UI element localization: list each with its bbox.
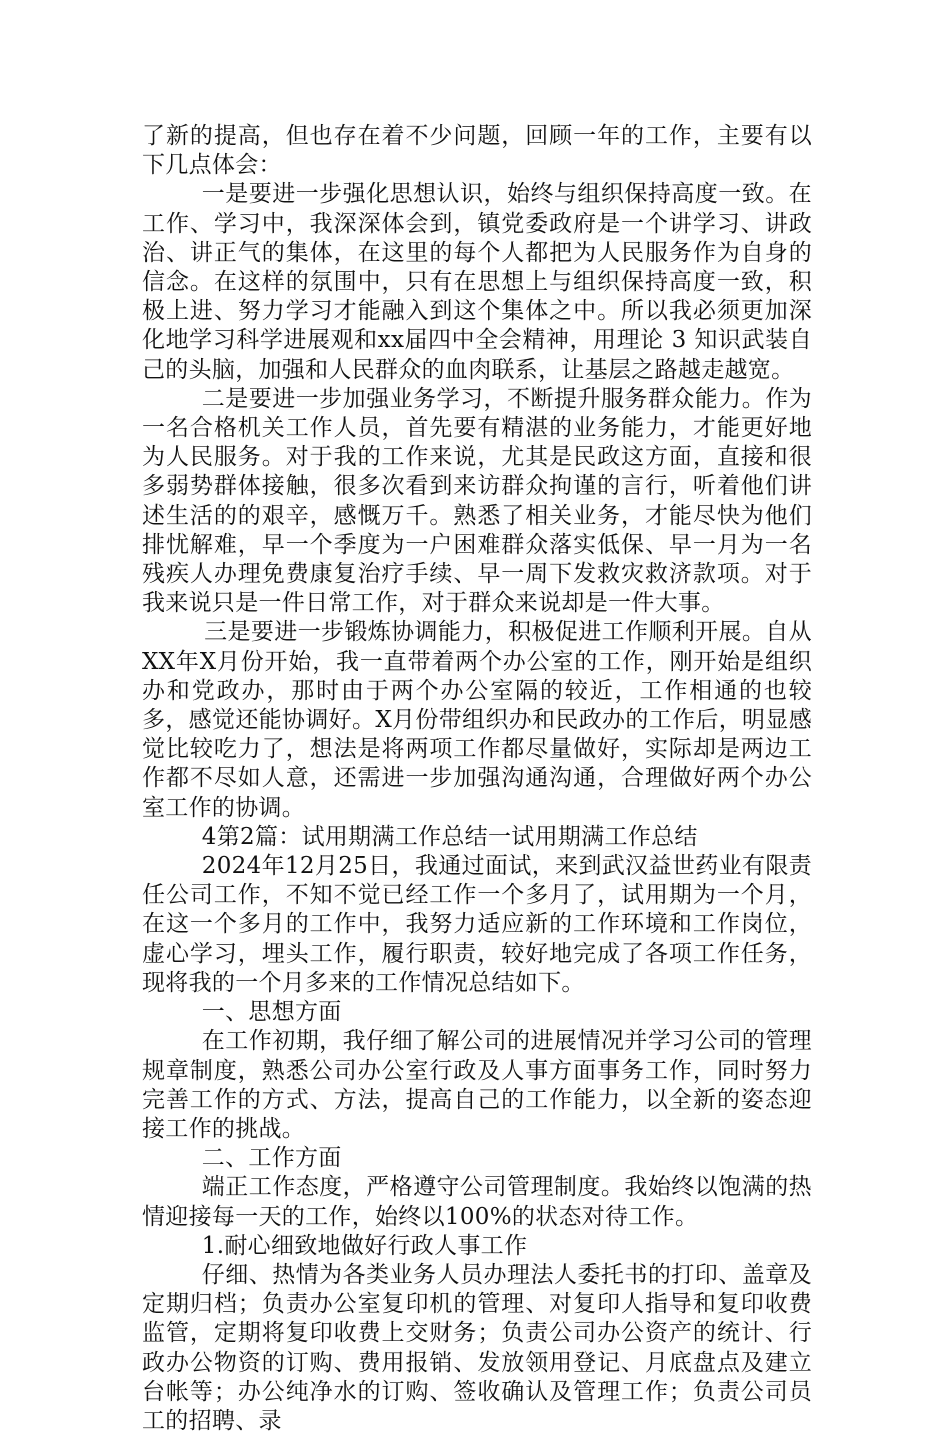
paragraph-intro-continuation: 了新的提高，但也存在着不少问题，回顾一年的工作，主要有以下几点体会：: [142, 123, 812, 179]
subheading-work: 二、工作方面: [201, 1145, 342, 1172]
paragraph-work-attitude: 端正工作态度，严格遵守公司管理制度。我始终以饱满的热情迎接每一天的工作，始终以100%的状态对待工作。: [142, 1174, 812, 1230]
subheading-admin-hr: 1.耐心细致地做好行政人事工作: [201, 1232, 528, 1259]
paragraph-point-two: 二是要进一步加强业务学习，不断提升服务群众能力。作为一名合格机关工作人员，首先要有精湛的业务能力，才能更好地为人民服务。对于我的工作来说，尤其是民政这方面，直接和很多弱势群体接触，很多次看到来访群众拘谨的言行，听着他们讲述生活的的艰辛，感慨万千。熟悉了相关业务，才能尽快为他们排忧解难，早一个季度为一户困难群众落实低保、早一月为一名残疾人办理免费康复治疗手续、早一周下发救灾救济款项。对于我来说只是一件日常工作，对于群众来说却是一件大事。: [142, 385, 812, 617]
paragraph-thinking: 在工作初期，我仔细了解公司的进展情况并学习公司的管理规章制度，熟悉公司办公室行政及人事方面事务工作，同时努力完善工作的方式、方法，提高自己的工作能力，以全新的姿态迎接工作的挑战。: [142, 1028, 812, 1142]
document-page: [142, 122, 812, 1436]
paragraph-point-one: 一是要进一步强化思想认识，始终与组织保持高度一致。在工作、学习中，我深深体会到，镇党委政府是一个讲学习、讲政治、讲正气的集体，在这里的每个人都把为人民服务作为自身的信念。在这样的氛围中，只有在思想上与组织保持高度一致，积极上进、努力学习才能融入到这个集体之中。所以我必须更加深化地学习科学进展观和xx届四中全会精神，用理论 3 知识武装自己的头脑，加强和人民群众的血肉联系，让基层之路越走越宽。: [142, 181, 812, 383]
subheading-thinking: 一、思想方面: [201, 999, 342, 1026]
paragraph-point-three: 三是要进一步锻炼协调能力，积极促进工作顺利开展。自从XX年X月份开始，我一直带着两个办公室的工作，刚开始是组织办和党政办，那时由于两个办公室隔的较近，工作相通的也较多，感觉还能协调好。X月份带组织办和民政办的工作后，明显感觉比较吃力了，想法是将两项工作都尽量做好，实际却是两边工作都不尽如人意，还需进一步加强沟通沟通，合理做好两个办公室工作的协调。: [142, 619, 812, 821]
section-heading-part-two: 4第2篇：试用期满工作总结一试用期满工作总结: [201, 823, 698, 850]
paragraph-probation-intro: 2024年12月25日，我通过面试，来到武汉益世药业有限责任公司工作，不知不觉已经工作一个多月了，试用期为一个月，在这一个多月的工作中，我努力适应新的工作环境和工作岗位，虚心学习，埋头工作，履行职责，较好地完成了各项工作任务，现将我的一个月多来的工作情况总结如下。: [142, 853, 812, 996]
paragraph-admin-hr: 仔细、热情为各类业务人员办理法人委托书的打印、盖章及定期归档；负责办公室复印机的管理、对复印人指导和复印收费监管，定期将复印收费上交财务；负责公司办公资产的统计、行政办公物资的订购、费用报销、发放领用登记、月底盘点及建立台帐等；办公纯净水的订购、签收确认及管理工作；负责公司员工的招聘、录: [142, 1261, 812, 1434]
